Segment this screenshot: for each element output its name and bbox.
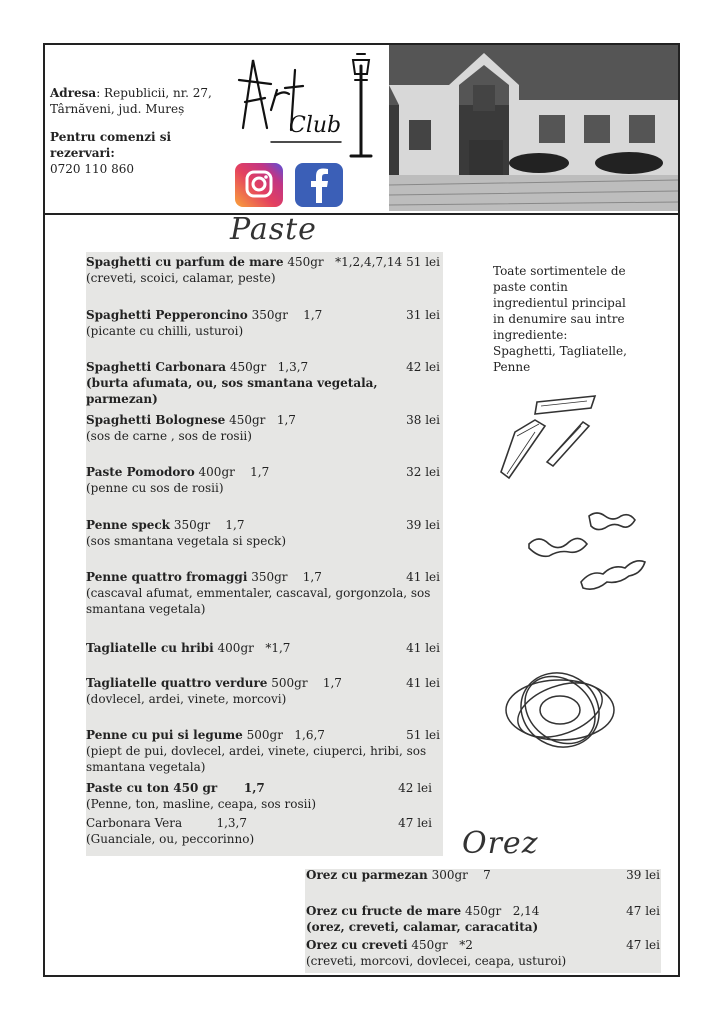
item-allergens: 1,7 bbox=[225, 518, 245, 532]
item-description: (sos de carne , sos de rosii) bbox=[86, 429, 252, 443]
restaurant-photo bbox=[389, 45, 678, 211]
menu-item bbox=[86, 359, 440, 407]
logo-club-text: Club bbox=[289, 113, 342, 138]
contact-block bbox=[50, 85, 225, 177]
menu-item bbox=[306, 937, 660, 969]
item-allergens: *2 bbox=[459, 938, 473, 952]
item-name: Spaghetti Pepperoncino bbox=[86, 308, 248, 322]
item-price: 39 lei bbox=[406, 518, 440, 532]
item-weight: 300gr bbox=[427, 868, 468, 882]
item-name: Paste Pomodoro bbox=[86, 465, 195, 479]
item-description: (Guanciale, ou, peccorinno) bbox=[86, 832, 255, 846]
item-weight: 450gr bbox=[283, 255, 324, 269]
item-name: Orez cu parmezan bbox=[306, 868, 428, 882]
item-name: Paste cu ton 450 gr bbox=[86, 781, 218, 795]
item-name: Orez cu fructe de mare bbox=[306, 904, 462, 918]
item-name: Tagliatelle cu hribi bbox=[86, 641, 214, 655]
item-price: 41 lei bbox=[406, 570, 440, 584]
item-price: 42 lei bbox=[398, 781, 432, 795]
item-weight: 500gr bbox=[242, 728, 283, 742]
menu-item bbox=[86, 517, 440, 549]
tagliatelle-nest-illustration bbox=[498, 665, 623, 755]
penne-illustration bbox=[495, 392, 635, 484]
address-line1: : Republicii, nr. 27, bbox=[96, 86, 212, 100]
item-weight: 350gr bbox=[247, 308, 288, 322]
item-price: 32 lei bbox=[406, 465, 440, 479]
instagram-icon[interactable] bbox=[235, 163, 283, 207]
item-description: (sos smantana vegetala si speck) bbox=[86, 534, 287, 548]
address-line2: Târnăveni, jud. Mureș bbox=[50, 102, 185, 116]
fusilli-illustration bbox=[525, 508, 650, 596]
menu-item bbox=[86, 780, 440, 812]
menu-item bbox=[86, 675, 440, 707]
item-price: 41 lei bbox=[406, 641, 440, 655]
item-allergens: *1,7 bbox=[265, 641, 291, 655]
item-weight: 450gr bbox=[407, 938, 448, 952]
item-name: Carbonara Vera bbox=[86, 816, 183, 830]
item-weight: 450gr bbox=[225, 413, 266, 427]
item-description: (picante cu chilli, usturoi) bbox=[86, 324, 244, 338]
item-name: Orez cu creveti bbox=[306, 938, 408, 952]
item-description: (dovlecel, ardei, vinete, morcovi) bbox=[86, 692, 287, 706]
item-weight: 450gr bbox=[461, 904, 502, 918]
item-weight: 450gr bbox=[226, 360, 267, 374]
item-weight: 350gr bbox=[247, 570, 288, 584]
item-name: Penne quattro fromaggi bbox=[86, 570, 248, 584]
item-name: Spaghetti Bolognese bbox=[86, 413, 226, 427]
item-weight: 350gr bbox=[170, 518, 211, 532]
item-price: 39 lei bbox=[626, 868, 660, 882]
item-price: 42 lei bbox=[406, 360, 440, 374]
menu-item bbox=[86, 464, 440, 496]
menu-item bbox=[306, 903, 660, 935]
item-allergens: 1,7 bbox=[302, 570, 322, 584]
menu-item bbox=[86, 640, 440, 656]
item-allergens: 1,6,7 bbox=[294, 728, 325, 742]
header bbox=[45, 45, 678, 215]
item-price: 47 lei bbox=[626, 904, 660, 918]
phone-number: 0720 110 860 bbox=[50, 162, 134, 176]
pasta-note: Toate sortimentele de paste contin ingredientul principal in denumire sau intre ingrediente: Spaghetti, Tagliatelle, Penne bbox=[493, 264, 627, 374]
item-description: (burta afumata, ou, sos smantana vegetala, parmezan) bbox=[86, 376, 378, 406]
item-allergens: *1,2,4,7,14 bbox=[335, 255, 403, 269]
item-allergens: 1,7 bbox=[303, 308, 323, 322]
orders-label: Pentru comenzi si rezervari: bbox=[50, 130, 172, 160]
item-description: (piept de pui, dovlecel, ardei, vinete, ciuperci, hribi, sos smantana vegetala) bbox=[86, 744, 427, 774]
address-label: Adresa bbox=[50, 86, 97, 100]
menu-item bbox=[86, 412, 440, 444]
item-allergens: 1,7 bbox=[322, 676, 342, 690]
item-name: Penne speck bbox=[86, 518, 170, 532]
menu-item bbox=[306, 867, 660, 883]
item-allergens: 1,7 bbox=[243, 781, 265, 795]
item-allergens: 1,3,7 bbox=[216, 816, 248, 830]
menu-item bbox=[86, 254, 440, 286]
item-description: (creveti, morcovi, dovlecei, ceapa, usturoi) bbox=[306, 954, 567, 968]
menu-item bbox=[86, 307, 440, 339]
item-price: 51 lei bbox=[406, 728, 440, 742]
menu-item bbox=[86, 569, 440, 617]
facebook-icon[interactable] bbox=[295, 163, 343, 207]
item-allergens: 1,7 bbox=[250, 465, 270, 479]
item-name: Spaghetti cu parfum de mare bbox=[86, 255, 284, 269]
item-allergens: 2,14 bbox=[512, 904, 540, 918]
art-club-logo bbox=[231, 50, 391, 160]
item-weight: 500gr bbox=[267, 676, 308, 690]
item-name: Tagliatelle quattro verdure bbox=[86, 676, 268, 690]
item-price: 41 lei bbox=[406, 676, 440, 690]
menu-item bbox=[86, 815, 440, 847]
item-description: (orez, creveti, calamar, caracatita) bbox=[306, 920, 539, 934]
item-price: 47 lei bbox=[398, 816, 432, 830]
item-allergens: 1,3,7 bbox=[277, 360, 309, 374]
item-allergens: 7 bbox=[483, 868, 491, 882]
item-price: 47 lei bbox=[626, 938, 660, 952]
section-title-paste: Paste bbox=[230, 212, 317, 247]
item-description: (creveti, scoici, calamar, peste) bbox=[86, 271, 276, 285]
item-name: Penne cu pui si legume bbox=[86, 728, 243, 742]
item-weight: 400gr bbox=[194, 465, 235, 479]
item-description: (penne cu sos de rosii) bbox=[86, 481, 224, 495]
item-weight: 400gr bbox=[213, 641, 254, 655]
section-title-orez: Orez bbox=[462, 826, 539, 861]
item-price: 38 lei bbox=[406, 413, 440, 427]
item-allergens: 1,7 bbox=[276, 413, 296, 427]
item-description: (Penne, ton, masline, ceapa, sos rosii) bbox=[86, 797, 317, 811]
item-description: (cascaval afumat, emmentaler, cascaval, gorgonzola, sos smantana vegetala) bbox=[86, 586, 431, 616]
menu-item bbox=[86, 727, 440, 775]
item-name: Spaghetti Carbonara bbox=[86, 360, 227, 374]
item-price: 51 lei bbox=[406, 255, 440, 269]
item-price: 31 lei bbox=[406, 308, 440, 322]
